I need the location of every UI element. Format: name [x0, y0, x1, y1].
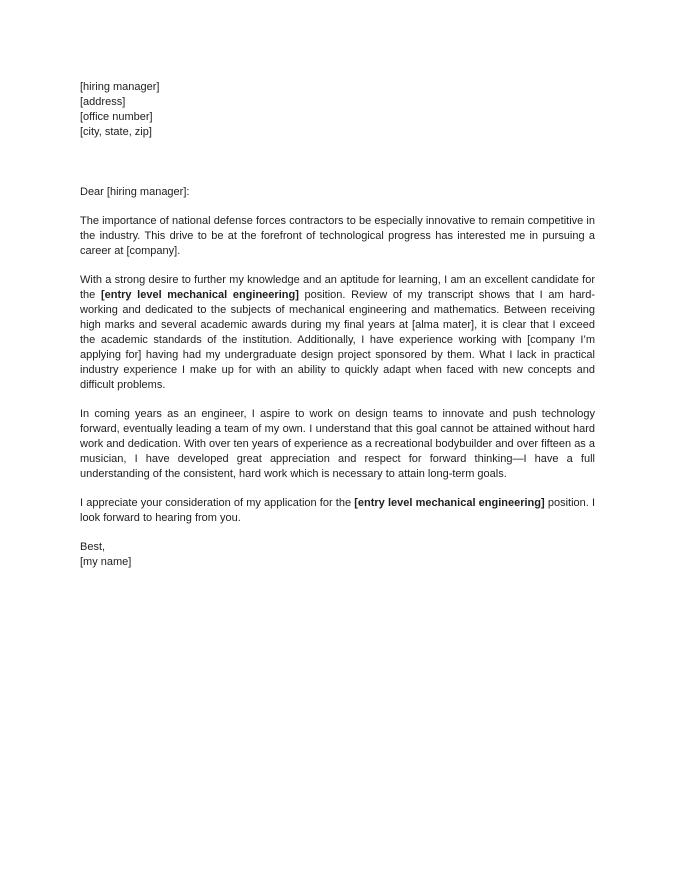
- closing-text-after-position: position. I look forward to hearing from you.: [80, 497, 596, 524]
- paragraph-aspirations: In coming years as an engineer, I aspire to work on design teams to innovate and push technology forward, eventually leading a team of my own. I understand that this goal cannot be attained without hard work and dedication. With over ten years of experience as a recreational bodybuilder and over fifteen as a musician, I have developed great appreciation and respect for forward thinking—I have a full understanding of the consistent, hard work which is necessary to attain long-term goals.: [80, 408, 595, 480]
- closing-position-title-bold: [entry level mechanical engineering]: [354, 497, 545, 509]
- paragraph-qualifications: [80, 273, 595, 393]
- recipient-office-number: [office number]: [80, 111, 153, 123]
- signoff: Best,: [80, 541, 106, 553]
- paragraph-intro: The importance of national defense forces contractors to be especially innovative to remain competitive in the industry. This drive to be at the forefront of technological progress has interested me in pursuing a career at [company].: [80, 215, 595, 257]
- recipient-block: [80, 80, 595, 140]
- position-title-bold: [entry level mechanical engineering]: [100, 289, 299, 301]
- signature: [my name]: [80, 556, 132, 568]
- signoff-block: [80, 540, 595, 570]
- paragraph-closing: [80, 496, 595, 526]
- qualifications-text-after-position: position. Review of my transcript shows that I am hard-working and dedicated to the subjects of mechanical engineering and mathematics. Between receiving high marks and several academic awards during my final years at [alma mater], it is clear that I exceed the academic standards of the institution. Additionally, I have experience working with [company I’m applying for] having had my undergraduate design project sponsored by them. What I lack in practical industry experience I make up for with an ability to quickly adapt when faced with new concepts and difficult problems.: [80, 289, 596, 391]
- recipient-address: [address]: [80, 96, 126, 108]
- salutation: Dear [hiring manager]:: [80, 186, 190, 198]
- qualifications-text-before-position: With a strong desire to further my knowledge and an aptitude for learning, I am an excellent candidate for the: [80, 274, 595, 301]
- closing-text-before-position: I appreciate your consideration of my application for the: [80, 497, 355, 509]
- recipient-city-state-zip: [city, state, zip]: [80, 126, 152, 138]
- letter-body: [80, 80, 595, 570]
- recipient-hiring-manager: [hiring manager]: [80, 81, 160, 93]
